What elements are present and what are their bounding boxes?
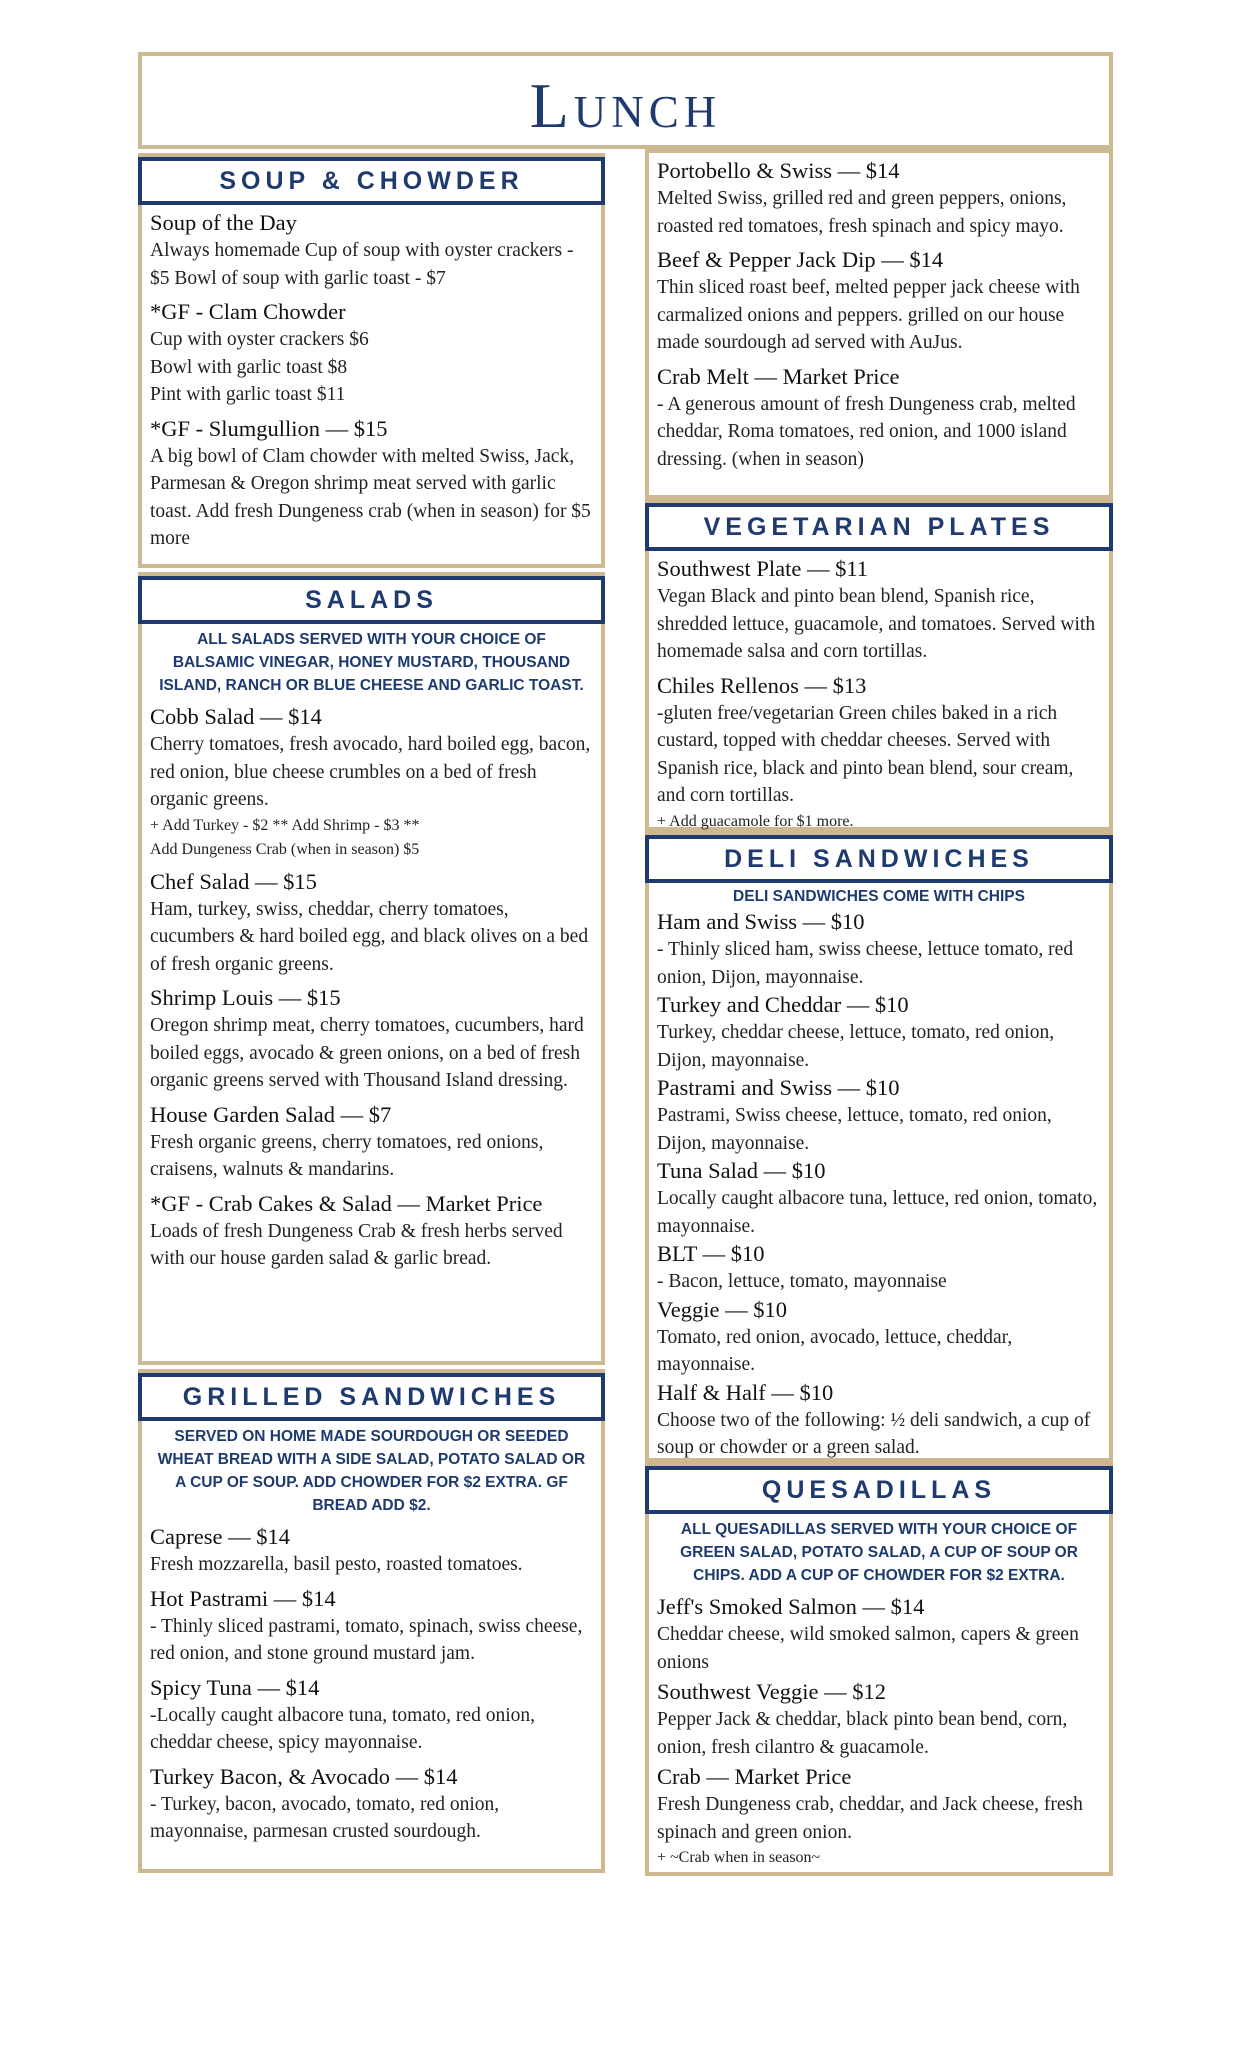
item-desc: - Turkey, bacon, avocado, tomato, red onion, mayonnaise, parmesan crusted sourdough. [150, 1793, 500, 1842]
salads-section [138, 572, 605, 1365]
item-name: Ham and Swiss — $10 [657, 909, 865, 934]
item-name: Pastrami and Swiss — $10 [657, 1075, 900, 1100]
item-desc: Ham, turkey, swiss, cheddar, cherry tomatoes, cucumbers & hard boiled egg, and black olives on a bed of fresh organic greens. [150, 898, 589, 975]
grilled-header: GRILLED SANDWICHES [138, 1373, 605, 1421]
item-name: Spicy Tuna — $14 [150, 1674, 320, 1700]
grilled-section [138, 1369, 605, 1873]
item-extra: + Add Turkey - $2 ** Add Shrimp - $3 ** [150, 816, 420, 834]
item-name: Southwest Veggie — $12 [657, 1679, 886, 1704]
item-name: Veggie — $10 [657, 1296, 787, 1322]
item-extra: + ~Crab when in season~ [657, 1849, 821, 1866]
item-name: Caprese — $14 [150, 1524, 290, 1549]
item-desc: Always homemade Cup of soup with oyster crackers - $5 Bowl of soup with garlic toast - $7 [150, 240, 574, 289]
item-name: Shrimp Louis — $15 [150, 985, 341, 1010]
soup-section [138, 153, 605, 568]
item-name: House Garden Salad — $7 [150, 1101, 392, 1127]
item-desc: Vegan Black and pinto bean blend, Spanish rice, shredded lettuce, guacamole, and tomatoes. Served with homemade salsa and corn tortillas. [657, 586, 1096, 662]
item-name: BLT — $10 [657, 1241, 765, 1266]
item-name: Turkey Bacon, & Avocado — $14 [150, 1763, 458, 1789]
item-name: *GF - Crab Cakes & Salad — Market Price [150, 1190, 543, 1216]
item-desc: Melted Swiss, grilled red and green peppers, onions, roasted red tomatoes, fresh spinach and spicy mayo. [657, 188, 1067, 237]
item-desc: Thin sliced roast beef, melted pepper jack cheese with carmalized onions and peppers. grilled on our house made sourdough ad served with AuJus. [657, 277, 1080, 353]
title-box [138, 52, 1113, 149]
item-name: Southwest Plate — $11 [657, 556, 869, 581]
item-desc: - Thinly sliced pastrami, tomato, spinach, swiss cheese, red onion, and stone ground mustard jam. [150, 1615, 583, 1664]
item-desc: A big bowl of Clam chowder with melted Swiss, Jack, Parmesan & Oregon shrimp meat served with garlic toast. Add fresh Dungeness crab (when in season) for $5 more [150, 445, 591, 549]
deli-note: DELI SANDWICHES COME WITH CHIPS [733, 888, 1025, 905]
item-name: Cobb Salad — $14 [150, 704, 322, 729]
item-name: Turkey and Cheddar — $10 [657, 992, 909, 1017]
quesadillas-header: QUESADILLAS [645, 1466, 1113, 1514]
vegetarian-section [645, 499, 1113, 831]
item-name: Half & Half — $10 [657, 1379, 834, 1405]
item-name: *GF - Clam Chowder [150, 299, 346, 324]
item-desc: Oregon shrimp meat, cherry tomatoes, cucumbers, hard boiled eggs, avocado & green onions, on a bed of fresh organic greens served with Thousand Island dressing. [150, 1015, 584, 1091]
page-title: Lunch [529, 70, 722, 141]
item-name: Tuna Salad — $10 [657, 1158, 826, 1183]
item-desc: -Locally caught albacore tuna, tomato, red onion, cheddar cheese, spicy mayonnaise. [150, 1704, 535, 1753]
item-desc: Fresh Dungeness crab, cheddar, and Jack cheese, fresh spinach and green onion. [657, 1794, 1083, 1843]
item-name: Hot Pastrami — $14 [150, 1585, 336, 1611]
item-desc: - Bacon, lettuce, tomato, mayonnaise [657, 1271, 947, 1292]
salads-header: SALADS [138, 576, 605, 624]
item-desc: Fresh mozzarella, basil pesto, roasted tomatoes. [150, 1554, 523, 1575]
item-name: Crab Melt — Market Price [657, 363, 900, 389]
item-extra: + Add guacamole for $1 more. [657, 812, 854, 830]
item-desc: Pastrami, Swiss cheese, lettuce, tomato, red onion, Dijon, mayonnaise. [657, 1105, 1052, 1154]
item-desc: Choose two of the following: ½ deli sandwich, a cup of soup or chowder or a green salad. [657, 1409, 1091, 1458]
quesadillas-section [645, 1462, 1113, 1876]
item-desc: Cherry tomatoes, fresh avocado, hard boiled egg, bacon, red onion, blue cheese crumbles on a bed of fresh organic greens. [150, 734, 591, 810]
item-desc: - A generous amount of fresh Dungeness crab, melted cheddar, Roma tomatoes, red onion, and 1000 island dressing. (when in season) [657, 393, 1076, 470]
deli-section [645, 831, 1113, 1462]
item-desc: Cheddar cheese, wild smoked salmon, capers & green onions [657, 1624, 1079, 1673]
item-desc: Pepper Jack & cheddar, black pinto bean bend, corn, onion, fresh cilantro & guacamole. [657, 1709, 1068, 1758]
item-desc: Locally caught albacore tuna, lettuce, red onion, tomato, mayonnaise. [657, 1188, 1098, 1237]
item-extra: Add Dungeness Crab (when in season) $5 [150, 840, 420, 858]
item-desc: Bowl with garlic toast $8 [150, 356, 348, 378]
item-name: Beef & Pepper Jack Dip — $14 [657, 247, 944, 272]
deli-header: DELI SANDWICHES [645, 835, 1113, 883]
item-name: Crab — Market Price [657, 1764, 852, 1789]
quesadillas-note: ALL QUESADILLAS SERVED WITH YOUR CHOICE OF GREEN SALAD, POTATO SALAD, A CUP OF SOUP OR CHIPS. ADD A CUP OF CHOWDER FOR $2 EXTRA. [680, 1521, 1078, 1584]
grilled-continued-section [645, 149, 1113, 499]
item-name: Soup of the Day [150, 210, 297, 235]
grilled-note: SERVED ON HOME MADE SOURDOUGH OR SEEDED WHEAT BREAD WITH A SIDE SALAD, POTATO SALAD OR A CUP OF SOUP. ADD CHOWDER FOR $2 EXTRA. GF BREAD ADD $2. [157, 1428, 586, 1514]
item-desc: Turkey, cheddar cheese, lettuce, tomato, red onion, Dijon, mayonnaise. [657, 1022, 1055, 1071]
salads-note: ALL SALADS SERVED WITH YOUR CHOICE OF BALSAMIC VINEGAR, HONEY MUSTARD, THOUSAND ISLAND, RANCH OR BLUE CHEESE AND GARLIC TOAST. [159, 631, 584, 694]
item-desc: - Thinly sliced ham, swiss cheese, lettuce tomato, red onion, Dijon, mayonnaise. [657, 939, 1074, 988]
item-name: *GF - Slumgullion — $15 [150, 415, 388, 441]
item-desc: -gluten free/vegetarian Green chiles baked in a rich custard, topped with cheddar cheeses. Served with Spanish rice, black and pinto bean blend, sour cream, and corn tortillas. [657, 702, 1074, 806]
item-desc: Fresh organic greens, cherry tomatoes, red onions, craisens, walnuts & mandarins. [150, 1131, 544, 1180]
item-name: Jeff's Smoked Salmon — $14 [657, 1594, 925, 1619]
item-desc: Loads of fresh Dungeness Crab & fresh herbs served with our house garden salad & garlic bread. [150, 1220, 563, 1269]
item-name: Chef Salad — $15 [150, 868, 317, 894]
item-desc: Cup with oyster crackers $6 [150, 329, 369, 350]
soup-header: SOUP & CHOWDER [138, 157, 605, 205]
item-name: Portobello & Swiss — $14 [657, 158, 900, 183]
item-desc: Pint with garlic toast $11 [150, 384, 346, 405]
item-desc: Tomato, red onion, avocado, lettuce, cheddar, mayonnaise. [657, 1326, 1013, 1375]
item-name: Chiles Rellenos — $13 [657, 672, 867, 698]
vegetarian-header: VEGETARIAN PLATES [645, 503, 1113, 551]
